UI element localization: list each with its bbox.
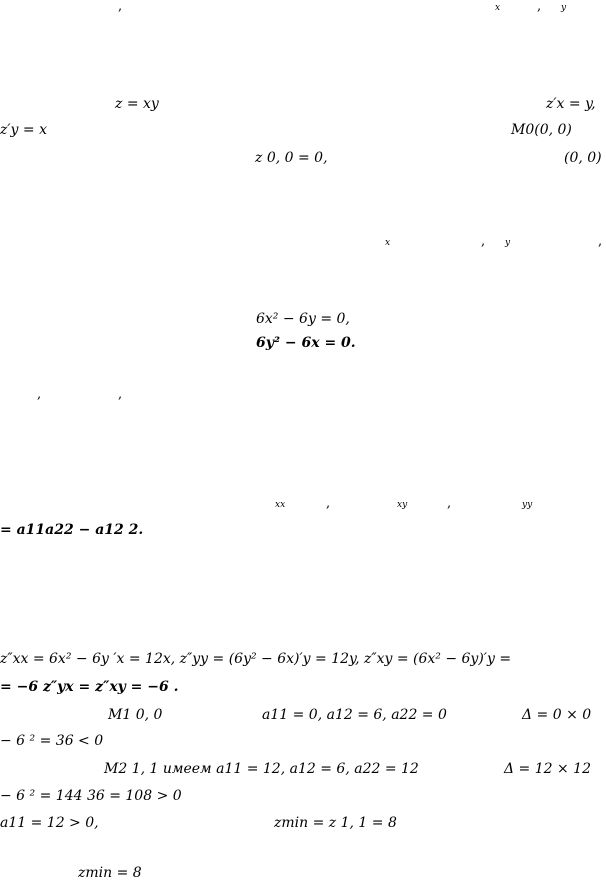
delta-M1: Δ = 0 × 0 [522,707,592,723]
formula-zx: z′x = y, [546,96,596,112]
text-fragment: , [598,234,603,249]
subscript-fragment: y [561,3,567,13]
delta-M2-result: − 6 ² = 144 36 = 108 > 0 [0,788,182,804]
derivatives-values-line: = −6 z″yx = z″xy = −6 . [0,679,179,695]
text-fragment: , [447,496,452,511]
subscript-fragment: xy [397,500,408,510]
formula-z-xy: z = xy [115,96,159,112]
zmin-computation: zmin = z 1, 1 = 8 [274,815,397,831]
a11-positive: a11 = 12 > 0, [0,815,99,831]
point-00: (0, 0) [564,150,602,166]
text-fragment: , [118,387,123,402]
text-fragment: , [481,234,486,249]
delta-M1-result: − 6 ² = 36 < 0 [0,733,104,749]
subscript-fragment: x [495,3,501,13]
zmin-final: zmin = 8 [78,865,142,881]
text-fragment: , [537,0,542,14]
formula-z00: z 0, 0 = 0, [255,150,328,166]
subscript-fragment: x [385,238,391,248]
text-fragment: , [326,496,331,511]
equation-1: 6x² − 6y = 0, [256,311,350,327]
coefficients-M1: a11 = 0, a12 = 6, a22 = 0 [262,707,447,723]
point-M2-coefficients: M2 1, 1 имеем a11 = 12, a12 = 6, a22 = 12 [104,761,419,777]
text-fragment: , [37,387,42,402]
subscript-fragment: y [505,238,511,248]
text-fragment: , [118,0,123,14]
formula-zy: z′y = x [0,122,47,138]
point-M1: M1 0, 0 [108,707,163,723]
equation-2: 6y² − 6x = 0. [256,335,356,351]
delta-M2: Δ = 12 × 12 [504,761,592,777]
delta-definition: = a11a22 − a12 2. [0,522,144,538]
subscript-fragment: yy [522,500,533,510]
subscript-fragment: xx [275,500,286,510]
second-derivatives-line: z″xx = 6x² − 6y ′x = 12x, z″yy = (6y² − 6x)′y = 12y, z″xy = (6x² − 6y)′y = [0,651,512,667]
point-M0: M0(0, 0) [511,122,572,138]
